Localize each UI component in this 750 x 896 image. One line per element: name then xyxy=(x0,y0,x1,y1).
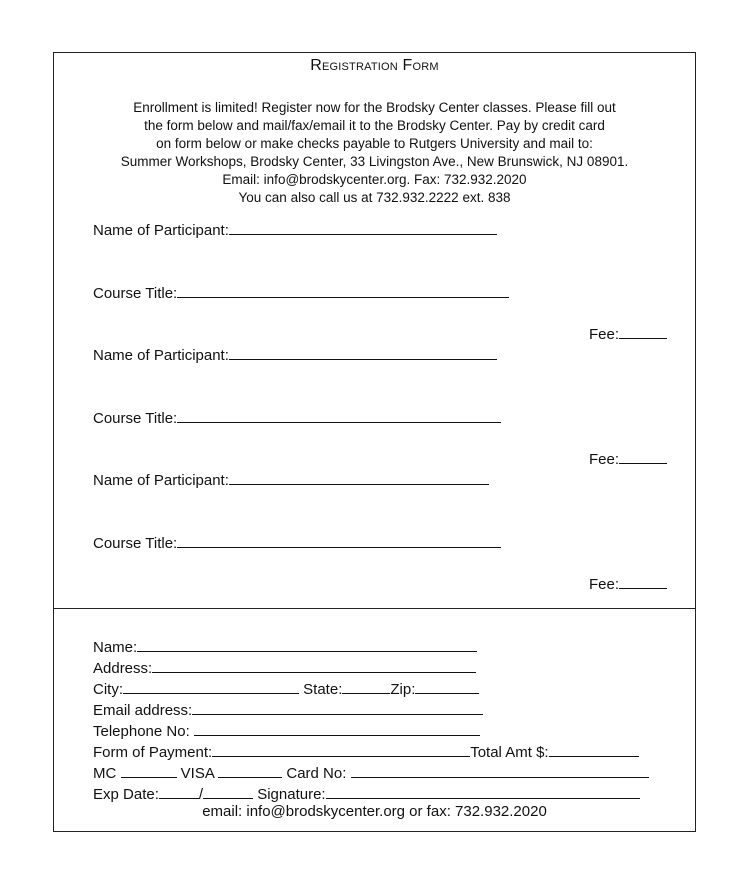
participant-2-fee-blank[interactable] xyxy=(619,449,667,464)
participant-1-course-blank[interactable] xyxy=(177,283,509,298)
billing-name-label: Name: xyxy=(93,639,138,656)
card-number-blank[interactable] xyxy=(351,763,649,778)
exp-year-blank[interactable] xyxy=(203,784,253,799)
exp-month-blank[interactable] xyxy=(159,784,199,799)
section-divider xyxy=(54,608,695,609)
signature-label: Signature: xyxy=(257,786,326,803)
telephone-label: Telephone No: xyxy=(93,723,190,740)
course-title-label: Course Title: xyxy=(93,410,178,427)
fee-label: Fee: xyxy=(588,326,619,343)
state-blank[interactable] xyxy=(342,679,390,694)
participant-1-course-field[interactable] xyxy=(93,283,509,303)
billing-address-blank[interactable] xyxy=(152,658,476,673)
participant-2-name-blank[interactable] xyxy=(229,345,497,360)
fee-label: Fee: xyxy=(588,576,619,593)
participant-2-name-field[interactable] xyxy=(93,345,497,365)
intro-text xyxy=(64,99,685,207)
zip-blank[interactable] xyxy=(415,679,479,694)
billing-name-field[interactable] xyxy=(93,637,477,657)
billing-name-blank[interactable] xyxy=(137,637,477,652)
participant-3-fee-blank[interactable] xyxy=(619,574,667,589)
billing-payment-row xyxy=(93,742,639,762)
intro-line: You can also call us at 732.932.2222 ext. 838 xyxy=(238,190,511,205)
participant-3-name-blank[interactable] xyxy=(229,470,489,485)
total-label: Total Amt $: xyxy=(470,744,549,761)
mc-label: MC xyxy=(93,765,117,782)
participant-3-fee-field[interactable] xyxy=(589,574,667,594)
visa-blank[interactable] xyxy=(218,763,282,778)
participant-2-course-field[interactable] xyxy=(93,408,501,428)
state-label: State: xyxy=(303,681,343,698)
intro-line: Enrollment is limited! Register now for the Brodsky Center classes. Please fill out xyxy=(133,100,616,115)
intro-line: on form below or make checks payable to Rutgers University and mail to: xyxy=(156,136,593,151)
city-label: City: xyxy=(93,681,123,698)
signature-blank[interactable] xyxy=(326,784,640,799)
zip-label: Zip: xyxy=(390,681,416,698)
registration-form xyxy=(53,52,696,832)
participant-3-name-field[interactable] xyxy=(93,470,489,490)
payment-blank[interactable] xyxy=(212,742,470,757)
billing-address-label: Address: xyxy=(93,660,153,677)
billing-card-row xyxy=(93,763,649,783)
email-label: Email address: xyxy=(93,702,193,719)
total-blank[interactable] xyxy=(549,742,639,757)
exp-date-label: Exp Date: xyxy=(93,786,159,803)
billing-email-field[interactable] xyxy=(93,700,483,720)
participant-1-name-blank[interactable] xyxy=(229,220,497,235)
fee-label: Fee: xyxy=(588,451,619,468)
participant-name-label: Name of Participant: xyxy=(93,472,229,489)
payment-label: Form of Payment: xyxy=(93,744,213,761)
telephone-blank[interactable] xyxy=(194,721,480,736)
participant-2-course-blank[interactable] xyxy=(177,408,501,423)
exp-slash: / xyxy=(198,786,204,803)
email-blank[interactable] xyxy=(192,700,483,715)
intro-line: Email: info@brodskycenter.org. Fax: 732.932.2020 xyxy=(222,172,527,187)
participant-name-label: Name of Participant: xyxy=(93,222,229,239)
participant-3-course-blank[interactable] xyxy=(177,533,501,548)
intro-line: Summer Workshops, Brodsky Center, 33 Livingston Ave., New Brunswick, NJ 08901. xyxy=(120,154,629,169)
footer-contact: email: info@brodskycenter.org or fax: 732.932.2020 xyxy=(202,803,547,820)
participant-name-label: Name of Participant: xyxy=(93,347,229,364)
city-blank[interactable] xyxy=(123,679,299,694)
visa-label: VISA xyxy=(180,765,215,782)
billing-address-field[interactable] xyxy=(93,658,476,678)
billing-city-state-zip-row xyxy=(93,679,479,699)
participant-3-course-field[interactable] xyxy=(93,533,501,553)
form-title: Registration Form xyxy=(310,57,439,74)
participant-1-fee-field[interactable] xyxy=(589,324,667,344)
card-number-label: Card No: xyxy=(286,765,347,782)
mc-blank[interactable] xyxy=(121,763,177,778)
participant-1-fee-blank[interactable] xyxy=(619,324,667,339)
participant-1-name-field[interactable] xyxy=(93,220,497,240)
billing-exp-signature-row xyxy=(93,784,640,804)
course-title-label: Course Title: xyxy=(93,535,178,552)
billing-telephone-field[interactable] xyxy=(93,721,480,741)
participant-2-fee-field[interactable] xyxy=(589,449,667,469)
intro-line: the form below and mail/fax/email it to the Brodsky Center. Pay by credit card xyxy=(144,118,605,133)
course-title-label: Course Title: xyxy=(93,285,178,302)
